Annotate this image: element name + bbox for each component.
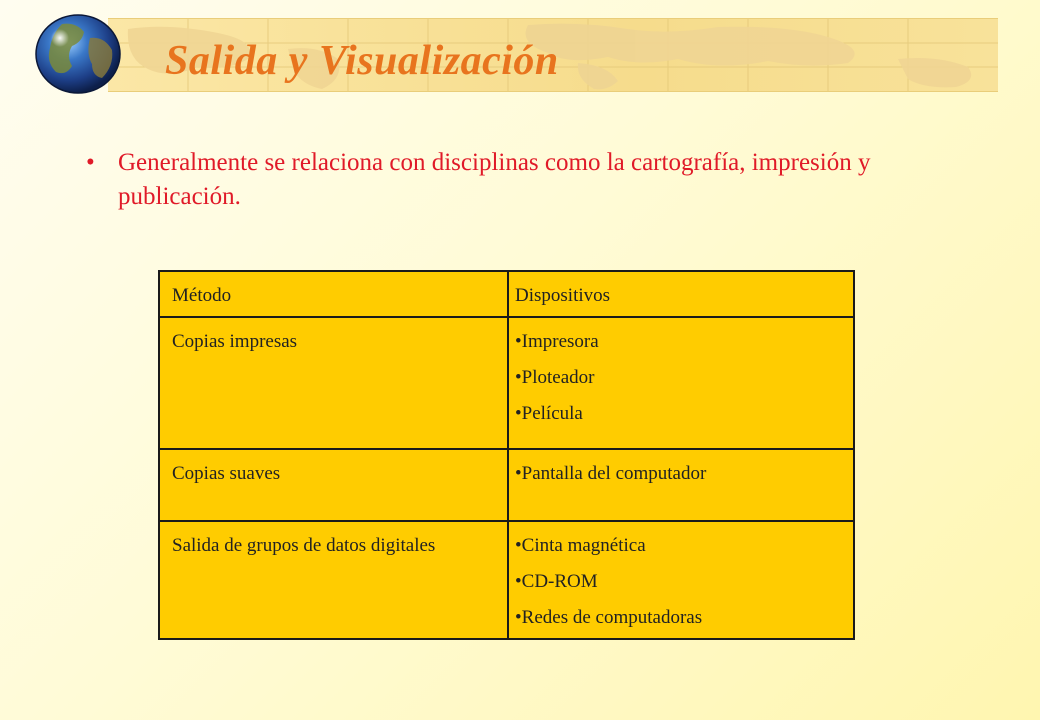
globe-icon	[32, 12, 124, 94]
bullet-marker: •	[86, 149, 95, 176]
header-devices: Dispositivos	[508, 271, 854, 317]
method-cell: Salida de grupos de datos digitales	[159, 521, 508, 639]
devices-cell	[508, 521, 854, 639]
devices-cell	[508, 449, 854, 521]
table-row	[159, 317, 854, 449]
slide-title: Salida y Visualización	[165, 38, 559, 84]
header-method: Método	[159, 271, 508, 317]
table-row	[159, 521, 854, 639]
device-item: •Cinta magnética	[515, 535, 646, 556]
table-header-row	[159, 271, 854, 317]
bullet-text: Generalmente se relaciona con disciplinas como la cartografía, impresión y publicación.	[118, 149, 871, 210]
method-cell: Copias suaves	[159, 449, 508, 521]
bullet-point	[86, 146, 936, 214]
device-item: •Redes de computadoras	[515, 607, 703, 628]
table-row	[159, 449, 854, 521]
device-item: •Impresora	[515, 331, 599, 352]
device-item: •Pantalla del computador	[515, 463, 707, 484]
device-item: •Ploteador	[515, 367, 595, 388]
method-cell: Copias impresas	[159, 317, 508, 449]
device-item: •Película	[515, 403, 583, 424]
output-methods-table	[158, 270, 855, 640]
device-item: •CD-ROM	[515, 571, 598, 592]
devices-cell	[508, 317, 854, 449]
